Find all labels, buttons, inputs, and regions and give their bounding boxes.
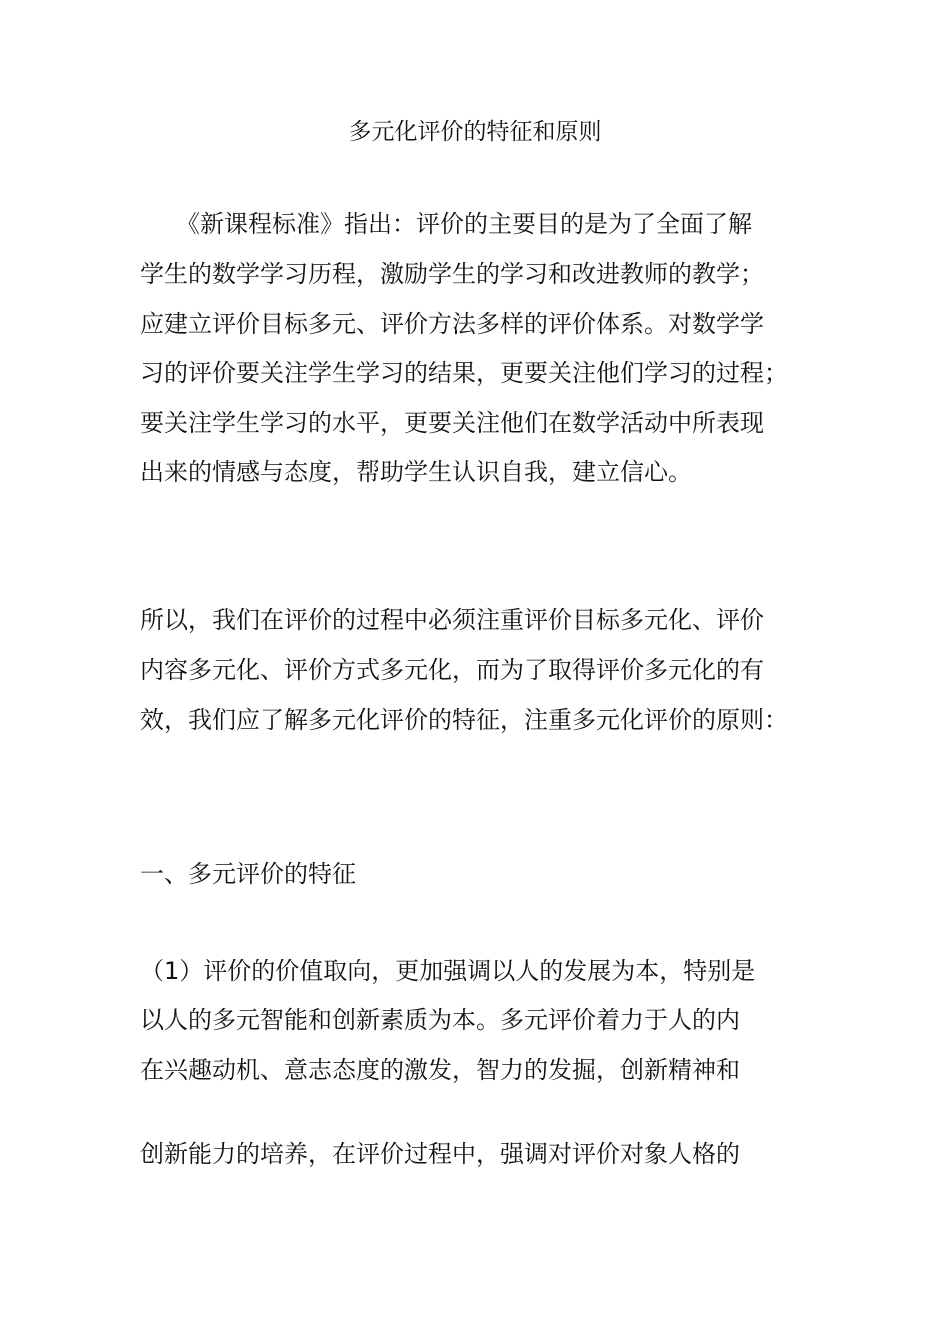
paragraph-line: 以人的多元智能和创新素质为本。多元评价着力于人的内: [140, 1006, 740, 1034]
paragraph-line: 《新课程标准》指出：评价的主要目的是为了全面了解: [140, 210, 752, 238]
paragraph-line: 创新能力的培养，在评价过程中，强调对评价对象人格的: [140, 1140, 740, 1168]
paragraph-line: 要关注学生学习的水平，更要关注他们在数学活动中所表现: [140, 409, 764, 437]
paragraph-line: 学生的数学学习历程，激励学生的学习和改进教师的教学；: [140, 260, 764, 288]
paragraph-line: 出来的情感与态度，帮助学生认识自我，建立信心。: [140, 458, 692, 486]
section-heading: 一、多元评价的特征: [140, 860, 356, 888]
document-title: 多元化评价的特征和原则: [348, 119, 602, 145]
paragraph-line: 效，我们应了解多元化评价的特征，注重多元化评价的原则：: [140, 706, 788, 734]
paragraph-line: 内容多元化、评价方式多元化，而为了取得评价多元化的有: [140, 656, 764, 684]
paragraph-line: （1）评价的价值取向，更加强调以人的发展为本，特别是: [140, 957, 756, 985]
paragraph-line: 在兴趣动机、意志态度的激发，智力的发掘，创新精神和: [140, 1056, 740, 1084]
paragraph-line: 所以，我们在评价的过程中必须注重评价目标多元化、评价: [140, 606, 764, 634]
paragraph-line: 应建立评价目标多元、评价方法多样的评价体系。对数学学: [140, 310, 764, 338]
paragraph-line: 习的评价要关注学生学习的结果，更要关注他们学习的过程；: [140, 359, 788, 387]
